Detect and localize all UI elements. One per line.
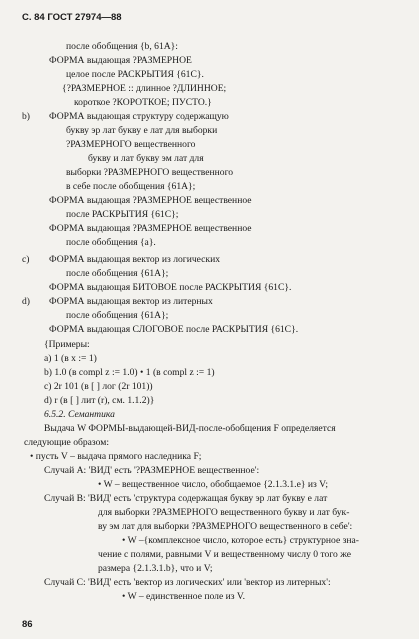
text-line: выборки ?РАЗМЕРНОГО вещественного [66,167,234,178]
text-line: ?РАЗМЕРНОГО вещественного [66,139,196,150]
text-line: размера {2.1.3.1.b}, что и V; [98,563,213,574]
text-line: ФОРМА выдающая ?РАЗМЕРНОЕ вещественное [49,223,252,234]
text-line: ФОРМА выдающая БИТОВОЕ после РАСКРЫТИЯ {61C}. [49,282,292,293]
text-line: ФОРМА выдающая вектор из логических [49,254,221,265]
text-line: после обобщения {a}. [66,237,156,248]
page-header: С. 84 ГОСТ 27974—88 [22,12,122,23]
list-marker: b) [22,111,30,122]
page-number: 86 [22,619,33,630]
text-line: букву эр лат букву е лат для выборки [66,125,218,136]
text-line: следующие образом: [24,437,110,448]
text-line: d) r (в [ ] лит (r), см. 1.1.2)} [44,395,155,406]
text-line: ФОРМА выдающая ?РАЗМЕРНОЕ вещественное [49,195,252,206]
list-marker: c) [22,254,30,265]
text-line: ФОРМА выдающая структуру содержащую [49,111,229,122]
text-line: после обобщения {61A}; [66,310,169,321]
text-line: a) 1 (в x := 1) [44,353,97,364]
text-line: после обобщения {61A}; [66,268,169,279]
text-line: короткое ?КОРОТКОЕ; ПУСТО.} [74,97,212,108]
text-line: ФОРМА выдающая вектор из литерных [49,296,213,307]
text-line: после обобщения {b, 61A}: [66,41,178,52]
text-line: ФОРМА выдающая ?РАЗМЕРНОЕ [49,55,192,66]
text-line: букву и лат букву эм лат для [88,153,204,164]
text-line: ФОРМА выдающая СЛОГОВОЕ после РАСКРЫТИЯ {61C}. [49,324,299,335]
text-line: чение с полями, равными V и вещественному числу 0 того же [98,549,351,560]
text-line: • пусть V – выдача прямого наследника F; [30,451,202,462]
text-line: Случай A: 'ВИД' есть '?РАЗМЕРНОЕ вещественное': [44,465,260,476]
text-line: b) 1.0 (в compl z := 1.0) • 1 (в compl z := 1) [44,367,215,378]
text-line: c) 2r 101 (в [ ] лог (2r 101)) [44,381,153,392]
text-line: • W – единственное поле из V. [122,591,246,602]
text-line: Выдача W ФОРМЫ-выдающей-ВИД-после-обобщения F определяется [44,423,336,434]
text-line: целое после РАСКРЫТИЯ {61C}. [66,69,204,80]
text-line: • W –{комплексное число, которое есть} структурное зна- [122,535,359,546]
text-line: {Примеры: [44,339,90,350]
text-line: • W – вещественное число, обобщаемое {2.1.3.1.e} из V; [98,479,329,490]
text-line: Случай B: 'ВИД' есть 'структура содержащая букву эр лат букву е лат [44,493,328,504]
text-line: для выборки ?РАЗМЕРНОГО вещественного букву и лат бук- [98,507,350,518]
text-line: Случай C: 'ВИД' есть 'вектор из логических' или 'вектор из литерных': [44,577,331,588]
text-line: в себе после обобщения {61A}; [66,181,196,192]
text-line: {?РАЗМЕРНОЕ :: длинное ?ДЛИННОЕ; [62,83,227,94]
text-line: ву эм лат для выборки ?РАЗМЕРНОГО вещественного в себе': [98,521,353,532]
section-heading: 6.5.2. Семантика [44,409,115,420]
text-line: после РАСКРЫТИЯ {61C}; [66,209,179,220]
list-marker: d) [22,296,30,307]
